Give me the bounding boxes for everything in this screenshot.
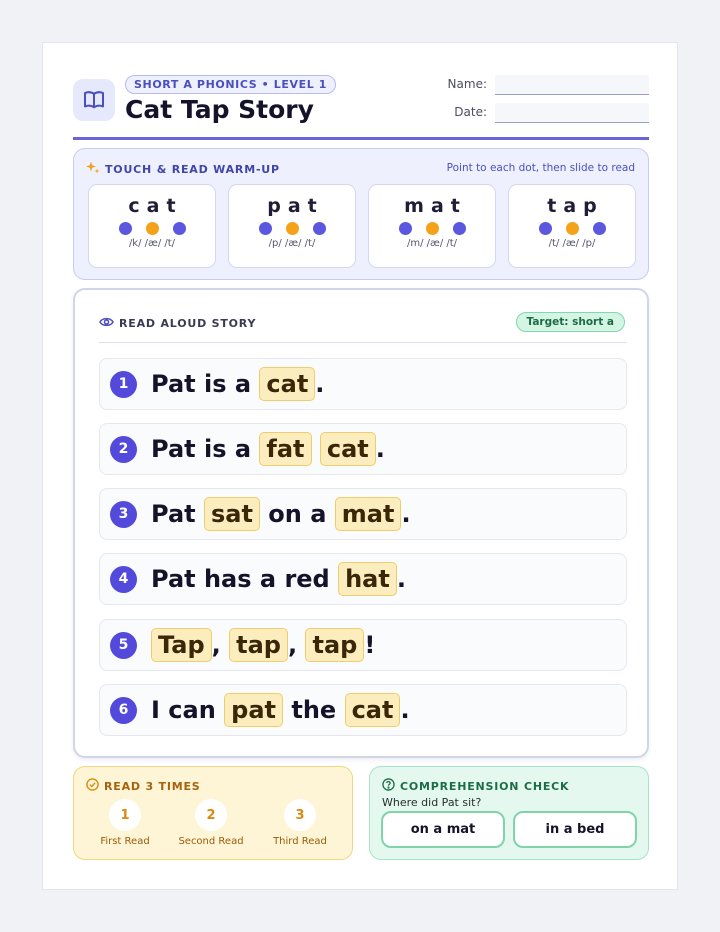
sound-dot[interactable]	[566, 222, 579, 235]
sound-dot[interactable]	[539, 222, 552, 235]
sentence-text	[151, 432, 385, 467]
sentence-fragment: .	[400, 695, 410, 724]
sound-dot[interactable]	[286, 222, 299, 235]
level-badge: SHORT A PHONICS • LEVEL 1	[125, 75, 336, 94]
sentence-text	[151, 562, 406, 597]
page-title: Cat Tap Story	[125, 95, 314, 124]
read-label-1: First Read	[100, 836, 150, 847]
sentence-number: 3	[110, 501, 137, 528]
word-card-pat[interactable]	[228, 184, 356, 268]
word-card-mat[interactable]	[368, 184, 496, 268]
read-times-title: READ 3 TIMES	[104, 779, 201, 793]
word-card-cat[interactable]	[88, 184, 216, 268]
sentence-fragment: ,	[288, 630, 306, 659]
sentence-fragment: Pat is a	[151, 434, 260, 463]
story-sentence-4[interactable]	[99, 553, 627, 605]
sentence-number: 4	[110, 566, 137, 593]
sentence-text	[151, 693, 410, 728]
target-word[interactable]: cat	[320, 432, 376, 467]
story-sentence-1[interactable]	[99, 358, 627, 410]
sentence-fragment: .	[315, 369, 325, 398]
sentence-fragment: the	[283, 695, 345, 724]
story-divider	[99, 342, 627, 343]
name-field[interactable]	[495, 75, 649, 95]
target-badge: Target: short a	[516, 312, 625, 332]
word-text: pat	[267, 195, 324, 217]
header-divider	[73, 137, 649, 140]
warmup-title: TOUCH & READ WARM-UP	[105, 163, 280, 176]
worksheet-page	[42, 42, 678, 890]
sentence-fragment: I can	[151, 695, 225, 724]
story-heading	[99, 316, 256, 331]
target-word[interactable]: sat	[204, 497, 260, 532]
sparkle-icon	[86, 161, 100, 178]
story-sentence-2[interactable]	[99, 423, 627, 475]
warmup-section	[73, 148, 649, 280]
sentence-number: 6	[110, 697, 137, 724]
comprehension-heading	[382, 778, 569, 794]
sound-dots	[89, 222, 215, 235]
target-word[interactable]: cat	[345, 693, 401, 728]
sound-dot[interactable]	[119, 222, 132, 235]
sound-dots	[229, 222, 355, 235]
sentence-fragment: on a	[259, 499, 335, 528]
sound-dot[interactable]	[173, 222, 186, 235]
check-circle-icon	[86, 778, 99, 794]
sound-dot[interactable]	[426, 222, 439, 235]
sound-dot[interactable]	[593, 222, 606, 235]
story-sentence-5[interactable]	[99, 619, 627, 671]
comprehension-panel	[369, 766, 649, 860]
sound-dot[interactable]	[399, 222, 412, 235]
word-text: mat	[404, 195, 467, 217]
sound-dot[interactable]	[453, 222, 466, 235]
phonemes: /m/ /æ/ /t/	[406, 238, 458, 249]
date-field[interactable]	[495, 103, 649, 123]
sentence-fragment: .	[375, 434, 385, 463]
warmup-instructions: Point to each dot, then slide to read	[446, 162, 635, 174]
name-label: Name:	[447, 77, 487, 91]
sound-dot[interactable]	[313, 222, 326, 235]
story-sentence-3[interactable]	[99, 488, 627, 540]
read-label-2: Second Read	[178, 836, 244, 847]
story-title: READ ALOUD STORY	[119, 317, 257, 330]
target-word[interactable]: cat	[259, 367, 315, 402]
answer-option-mat[interactable]: on a mat	[381, 811, 505, 848]
sentence-text	[151, 628, 375, 663]
sentence-fragment: .	[401, 499, 411, 528]
story-section	[73, 288, 649, 758]
sentence-number: 1	[110, 371, 137, 398]
story-sentence-6[interactable]	[99, 684, 627, 736]
date-label: Date:	[454, 105, 487, 119]
target-word[interactable]: pat	[224, 693, 283, 728]
sentence-fragment: Pat is a	[151, 369, 260, 398]
book-icon	[73, 79, 115, 121]
sound-dots	[369, 222, 495, 235]
sentence-text	[151, 367, 324, 402]
warmup-heading	[86, 161, 280, 178]
sentence-text	[151, 497, 411, 532]
read-check-1[interactable]: 1	[109, 799, 141, 831]
read-three-times-panel	[73, 766, 353, 860]
phonemes: /t/ /æ/ /p/	[548, 238, 596, 249]
sound-dot[interactable]	[146, 222, 159, 235]
word-text: cat	[128, 195, 183, 217]
comprehension-question: Where did Pat sit?	[382, 796, 482, 809]
answer-option-bed[interactable]: in a bed	[513, 811, 637, 848]
phonemes: /p/ /æ/ /t/	[268, 238, 316, 249]
sentence-fragment: !	[364, 630, 376, 659]
sentence-fragment: Pat	[151, 499, 204, 528]
read-check-2[interactable]: 2	[195, 799, 227, 831]
sentence-number: 5	[110, 632, 137, 659]
sentence-fragment: Pat has a red	[151, 564, 339, 593]
target-word[interactable]: tap	[305, 628, 364, 663]
phonemes: /k/ /æ/ /t/	[128, 238, 176, 249]
target-word[interactable]: tap	[229, 628, 288, 663]
sound-dot[interactable]	[259, 222, 272, 235]
comprehension-title: COMPREHENSION CHECK	[400, 779, 570, 793]
eye-icon	[99, 316, 114, 331]
read-label-3: Third Read	[273, 836, 327, 847]
target-word[interactable]: hat	[338, 562, 397, 597]
question-icon	[382, 778, 395, 794]
sentence-fragment	[312, 435, 320, 463]
target-word[interactable]: Tap	[151, 628, 212, 663]
read-times-heading	[86, 778, 201, 794]
read-check-3[interactable]: 3	[284, 799, 316, 831]
word-text: tap	[547, 195, 604, 217]
target-word[interactable]: fat	[259, 432, 311, 467]
sound-dots	[509, 222, 635, 235]
sentence-fragment: .	[396, 564, 406, 593]
sentence-fragment: ,	[211, 630, 230, 659]
sentence-number: 2	[110, 436, 137, 463]
word-card-tap[interactable]	[508, 184, 636, 268]
target-word[interactable]: mat	[335, 497, 402, 532]
